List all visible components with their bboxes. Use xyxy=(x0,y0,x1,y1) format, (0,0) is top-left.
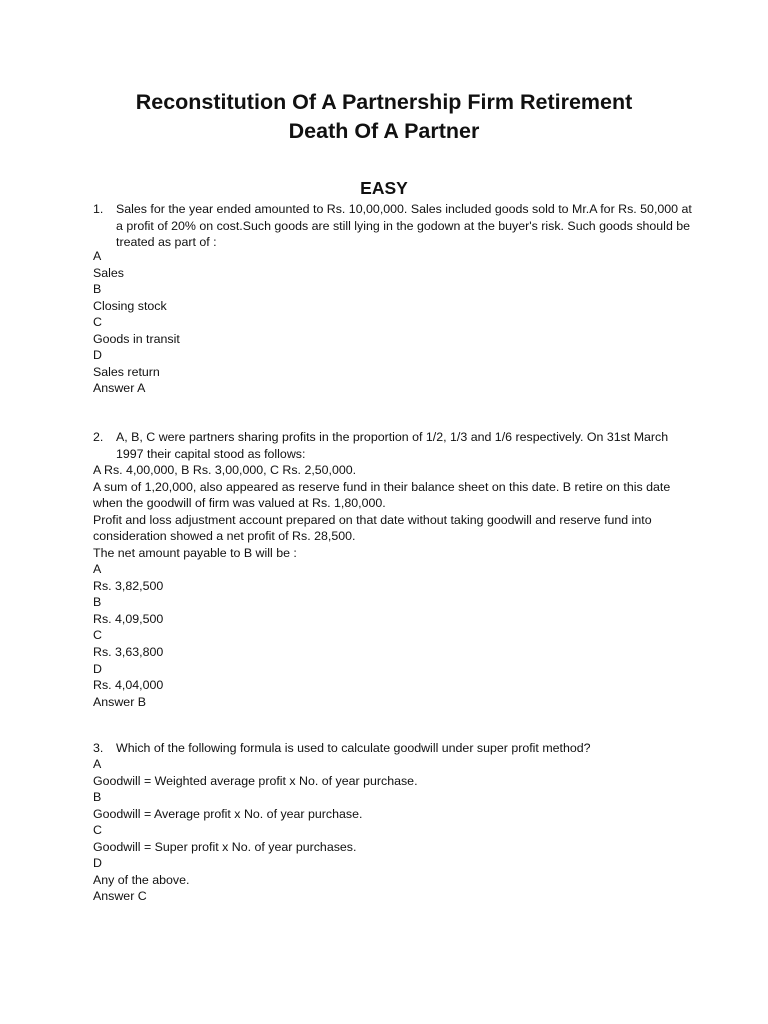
option-letter: D xyxy=(93,856,102,871)
answer-line: Answer B xyxy=(93,694,147,709)
question-text-line: The net amount payable to B will be : xyxy=(93,545,297,560)
option-text: Goodwill = Weighted average profit x No. of year purchase. xyxy=(93,773,418,788)
question-text-line: A Rs. 4,00,000, B Rs. 3,00,000, C Rs. 2,50,000. xyxy=(93,463,357,477)
answer-line: Answer C xyxy=(93,889,147,904)
question-text-line: Profit and loss adjustment account prepared on that date without taking goodwill and reserve fund into consideration showed a net profit of Rs. 28,500. xyxy=(93,512,652,544)
option-text: Any of the above. xyxy=(93,872,190,887)
question-text: Sales for the year ended amounted to Rs. 10,00,000. Sales included goods sold to Mr.A for Rs. 50,000 at a profit of 20% on cost.Such goods are still lying in the godown at the buyer's risk. Such goods should be treated as part of : xyxy=(116,202,692,249)
option-text: Sales xyxy=(93,265,124,280)
title-line-2: Death Of A Partner xyxy=(288,119,480,143)
option-text: Goodwill = Super profit x No. of year purchases. xyxy=(93,839,357,854)
option-letter: C xyxy=(93,628,102,643)
question-3 xyxy=(93,740,693,757)
question-number: 3. xyxy=(93,741,104,755)
option-letter: A xyxy=(93,757,102,771)
question-text: A, B, C were partners sharing profits in the proportion of 1/2, 1/3 and 1/6 respectively. On 31st March 1997 their capital stood as follows: xyxy=(116,430,669,461)
option-text: Sales return xyxy=(93,364,160,379)
option-text: Closing stock xyxy=(93,298,167,313)
section-heading: EASY xyxy=(360,178,408,198)
question-1-options xyxy=(93,248,693,397)
option-letter: C xyxy=(93,315,102,330)
question-2-body xyxy=(93,462,693,710)
answer-line: Answer A xyxy=(93,381,146,396)
option-letter: B xyxy=(93,595,102,610)
question-number: 2. xyxy=(93,430,104,444)
option-letter: B xyxy=(93,282,102,297)
title-line-1: Reconstitution Of A Partnership Firm Retirement xyxy=(135,90,633,114)
document-title xyxy=(60,88,708,146)
option-letter: B xyxy=(93,790,102,805)
option-letter: D xyxy=(93,348,102,363)
question-number: 1. xyxy=(93,202,104,216)
question-text-line: A sum of 1,20,000, also appeared as reserve fund in their balance sheet on this date. B retire on this date when the goodwill of firm was valued at Rs. 1,80,000. xyxy=(93,479,671,511)
option-text: Rs. 4,09,500 xyxy=(93,611,164,626)
question-text: Which of the following formula is used to calculate goodwill under super profit method? xyxy=(116,741,591,755)
option-letter: C xyxy=(93,823,102,838)
question-1 xyxy=(93,201,693,251)
option-text: Goods in transit xyxy=(93,331,180,346)
question-2 xyxy=(93,429,693,462)
option-letter: D xyxy=(93,661,102,676)
option-text: Rs. 4,04,000 xyxy=(93,678,164,693)
option-letter: A xyxy=(93,562,102,577)
option-letter: A xyxy=(93,249,102,263)
option-text: Goodwill = Average profit x No. of year purchase. xyxy=(93,806,363,821)
question-3-options xyxy=(93,756,693,905)
option-text: Rs. 3,63,800 xyxy=(93,645,164,660)
option-text: Rs. 3,82,500 xyxy=(93,578,164,593)
